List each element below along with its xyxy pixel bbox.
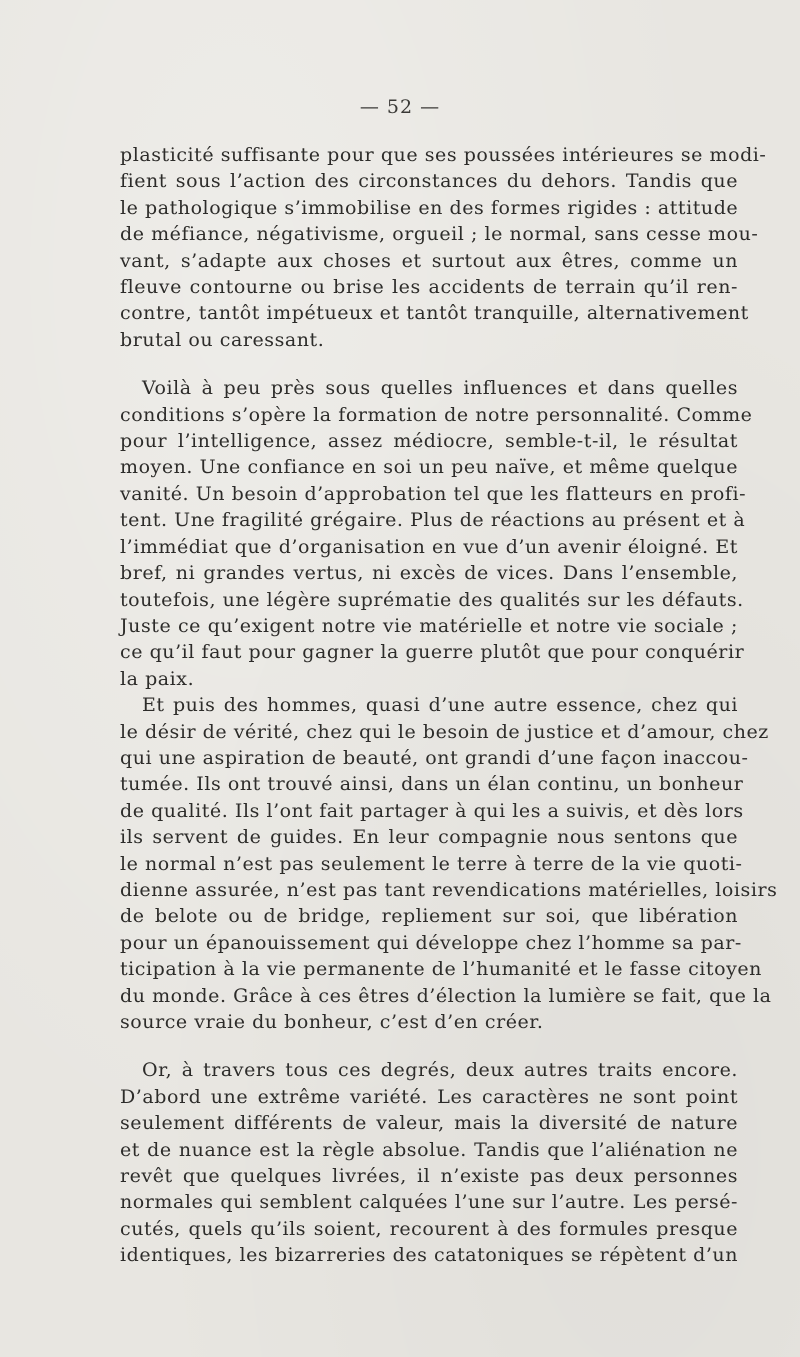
text-line: de belote ou de bridge, repliement sur soi, que libération <box>120 905 738 928</box>
paragraph-1 <box>120 142 767 353</box>
paragraph-2 <box>120 375 753 692</box>
text-line: toutefois, une légère suprématie des qualités sur les défauts. <box>120 588 744 611</box>
text-line: tent. Une fragilité grégaire. Plus de réactions au présent et à <box>120 509 746 532</box>
body-text <box>120 142 778 1269</box>
text-line: de qualité. Ils l’ont fait partager à qui les a suivis, et dès lors <box>120 799 744 822</box>
text-line: le pathologique s’immobilise en des formes rigides : attitude <box>120 196 739 219</box>
text-line: de méfiance, négativisme, orgueil ; le normal, sans cesse mou- <box>120 223 759 246</box>
text-line: Et puis des hommes, quasi d’une autre essence, chez qui <box>142 694 738 717</box>
text-line: pour un épanouissement qui développe chez l’homme sa par- <box>120 931 742 954</box>
text-line: qui une aspiration de beauté, ont grandi d’une façon inaccou- <box>120 746 749 769</box>
page-number: — 52 — <box>359 96 441 118</box>
text-line: pour l’intelligence, assez médiocre, semble-t-il, le résultat <box>120 430 738 453</box>
text-line: cutés, quels qu’ils soient, recourent à des formules presque <box>120 1217 738 1240</box>
text-line: l’immédiat que d’organisation en vue d’un avenir éloigné. Et <box>120 535 738 558</box>
text-line: identiques, les bizarreries des catatoniques se répètent d’un <box>120 1244 738 1267</box>
text-line: Voilà à peu près sous quelles influences et dans quelles <box>142 377 738 400</box>
text-line: source vraie du bonheur, c’est d’en créer. <box>120 1011 544 1033</box>
text-line: revêt que quelques livrées, il n’existe pas deux personnes <box>120 1165 738 1188</box>
text-line: dienne assurée, n’est pas tant revendications matérielles, loisirs <box>120 878 778 901</box>
text-line: Or, à travers tous ces degrés, deux autres traits encore. <box>142 1059 738 1082</box>
paragraph-3 <box>120 692 778 1035</box>
text-line: plasticité suffisante pour que ses poussées intérieures se modi- <box>120 144 767 166</box>
text-line: D’abord une extrême variété. Les caractères ne sont point <box>120 1085 738 1108</box>
text-line: et de nuance est la règle absolue. Tandis que l’aliénation ne <box>120 1138 738 1161</box>
text-line: la paix. <box>120 667 195 690</box>
paragraph-4 <box>120 1057 738 1268</box>
text-line: moyen. Une confiance en soi un peu naïve, et même quelque <box>120 456 738 479</box>
text-line: fient sous l’action des circonstances du dehors. Tandis que <box>120 170 738 193</box>
text-line: le normal n’est pas seulement le terre à terre de la vie quoti- <box>120 852 743 875</box>
text-line: contre, tantôt impétueux et tantôt tranquille, alternativement <box>120 302 749 325</box>
text-line: bref, ni grandes vertus, ni excès de vices. Dans l’ensemble, <box>120 562 738 585</box>
text-line: vanité. Un besoin d’approbation tel que les flatteurs en profi- <box>120 482 747 505</box>
text-line: ce qu’il faut pour gagner la guerre plutôt que pour conquérir <box>120 641 745 664</box>
text-line: normales qui semblent calquées l’une sur l’autre. Les persé- <box>120 1191 738 1214</box>
text-line: ils servent de guides. En leur compagnie nous sentons que <box>120 826 738 849</box>
text-line: ticipation à la vie permanente de l’humanité et le fasse citoyen <box>120 958 762 981</box>
paragraph-gap <box>120 353 738 375</box>
text-line: le désir de vérité, chez qui le besoin de justice et d’amour, chez <box>120 720 769 743</box>
text-line: conditions s’opère la formation de notre personnalité. Comme <box>120 403 753 426</box>
paragraph-gap <box>120 1035 738 1057</box>
text-line: fleuve contourne ou brise les accidents de terrain qu’il ren- <box>120 276 738 299</box>
text-line: brutal ou caressant. <box>120 328 325 351</box>
text-line: Juste ce qu’exigent notre vie matérielle et notre vie sociale ; <box>120 614 738 637</box>
text-line: du monde. Grâce à ces êtres d’élection la lumière se fait, que la <box>120 984 772 1007</box>
text-line: seulement différents de valeur, mais la diversité de nature <box>120 1112 738 1135</box>
text-line: tumée. Ils ont trouvé ainsi, dans un élan continu, un bonheur <box>120 773 744 796</box>
text-line: vant, s’adapte aux choses et surtout aux êtres, comme un <box>120 249 738 272</box>
